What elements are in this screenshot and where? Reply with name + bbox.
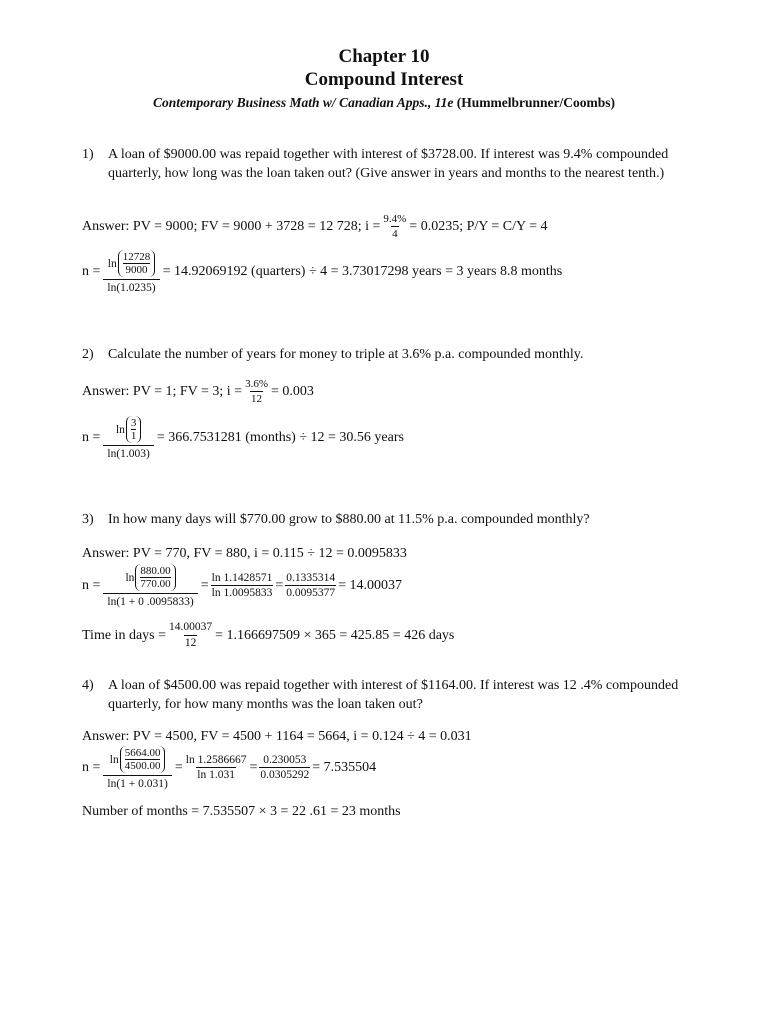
fraction-numerator: 12728: [122, 251, 151, 263]
answer-text: Answer: PV = 1; FV = 3; i =: [82, 384, 243, 399]
ln-label: ln: [125, 571, 135, 584]
answer-text: = 0.0235; P/Y = C/Y = 4: [409, 219, 548, 234]
answer-1-line: [82, 214, 547, 240]
n-label: n =: [82, 264, 101, 279]
equals-sign: =: [249, 760, 258, 775]
fraction-denominator: 0.0305292: [260, 769, 310, 781]
formula-3: [82, 564, 402, 608]
formula-2: [82, 416, 404, 460]
result-text: = 366.7531281 (months) ÷ 12 = 30.56 years: [156, 430, 404, 445]
question-number: 1): [82, 147, 94, 162]
question-text: In how many days will $770.00 grow to $880.00 at 11.5% p.a. compounded monthly?: [108, 512, 590, 527]
ln-denominator: ln(1 + 0.031): [103, 775, 171, 790]
ln-denominator: ln(1 + 0 .0095833): [103, 593, 197, 608]
n-label: n =: [82, 430, 101, 445]
fraction-denominator: 0.0095377: [286, 587, 336, 599]
days-fraction: [168, 622, 213, 649]
ratio-fraction: [135, 564, 175, 591]
page-title: Compound Interest: [304, 69, 464, 90]
question-text: A loan of $4500.00 was repaid together with interest of $1164.00. If interest was 12 .4% compounded quarterly, for how many months was the loan taken out?: [108, 678, 679, 712]
question-4: [82, 676, 702, 714]
result-text: = 14.92069192 (quarters) ÷ 4 = 3.73017298 years = 3 years 8.8 months: [162, 264, 563, 279]
result-text: Number of months = 7.535507 × 3 = 22 .61 = 23 months: [82, 804, 401, 819]
fraction-numerator: ln 1.2586667: [185, 753, 247, 766]
question-text: Calculate the number of years for money to triple at 3.6% p.a. compounded monthly.: [108, 347, 584, 362]
ln-label: ln: [109, 753, 119, 766]
fraction-denominator: 4: [392, 228, 398, 240]
fraction-numerator: 0.230053: [263, 753, 307, 766]
rate-fraction: [244, 379, 269, 405]
question-number: 4): [82, 678, 94, 693]
ln-denominator: ln(1.003): [103, 445, 153, 460]
result-text: = 7.535504: [312, 760, 377, 775]
question-number: 3): [82, 512, 94, 527]
ln-denominator: ln(1.0235): [103, 279, 159, 294]
fraction-denominator: 12: [251, 393, 263, 405]
result-text: = 14.00037: [338, 578, 403, 593]
ratio-fraction: [120, 746, 166, 773]
book-subtitle: [0, 95, 768, 111]
question-1: [82, 145, 702, 183]
decimal-ratio-fraction: [259, 755, 310, 782]
fraction-numerator: 3: [130, 417, 137, 429]
ln-ratio-fraction: [185, 755, 248, 782]
fraction-denominator: ln 1.0095833: [211, 587, 273, 599]
answer-text: Answer: PV = 9000; FV = 9000 + 3728 = 12 728; i =: [82, 219, 381, 234]
equals-sign: =: [275, 578, 284, 593]
ratio-fraction: [126, 416, 142, 443]
ln-numerator: [121, 564, 179, 593]
question-3: [82, 510, 702, 529]
book-title: Contemporary Business Math w/ Canadian Apps., 11e: [153, 95, 454, 110]
answer-3-line: [82, 546, 407, 562]
answer-4-line: [82, 729, 472, 745]
ln-label: ln: [107, 257, 117, 270]
days-line: [82, 622, 454, 649]
fraction-denominator: 9000: [123, 263, 151, 276]
fraction-numerator: 5664.00: [124, 747, 161, 759]
fraction-denominator: 1: [130, 430, 137, 442]
ln-numerator: [106, 746, 170, 775]
answer-text: Answer: PV = 770, FV = 880, i = 0.115 ÷ 12 = 0.0095833: [82, 546, 407, 561]
result-text: = 1.166697509 × 365 = 425.85 = 426 days: [215, 627, 455, 643]
n-fraction: [103, 250, 159, 294]
question-2: [82, 345, 702, 364]
answer-2-line: [82, 379, 314, 405]
n-label: n =: [82, 578, 101, 593]
ln-numerator: [112, 416, 145, 445]
months-line: [82, 804, 401, 820]
question-text: A loan of $9000.00 was repaid together with interest of $3728.00. If interest was 9.4% compounded quarterly, how long was the loan taken out? (Give answer in years and months to the nearest tenth.): [108, 147, 669, 181]
n-fraction: [103, 416, 153, 460]
fraction-numerator: 0.1335314: [286, 571, 336, 584]
formula-4: [82, 746, 376, 790]
ln-label: ln: [115, 423, 125, 436]
book-authors: (Hummelbrunner/Coombs): [456, 95, 615, 110]
ln-numerator: [104, 250, 159, 279]
ratio-fraction: [118, 250, 156, 277]
n-fraction: [103, 746, 171, 790]
answer-text: = 0.003: [271, 384, 314, 399]
fraction-numerator: 9.4%: [383, 213, 407, 225]
answer-text: Answer: PV = 4500, FV = 4500 + 1164 = 5664, i = 0.124 ÷ 4 = 0.031: [82, 729, 472, 744]
chapter-heading: Chapter 10: [338, 46, 430, 67]
decimal-ratio-fraction: [285, 573, 336, 600]
question-number: 2): [82, 347, 94, 362]
n-fraction: [103, 564, 197, 608]
days-label: Time in days =: [82, 627, 166, 643]
fraction-denominator: 4500.00: [124, 760, 161, 772]
fraction-denominator: 12: [184, 636, 197, 649]
fraction-numerator: ln 1.1428571: [211, 571, 273, 584]
fraction-denominator: ln 1.031: [197, 769, 235, 781]
n-label: n =: [82, 760, 101, 775]
ln-ratio-fraction: [211, 573, 274, 600]
fraction-numerator: 880.00: [140, 565, 171, 577]
equals-sign: =: [174, 760, 183, 775]
fraction-numerator: 3.6%: [245, 378, 268, 390]
equals-sign: =: [200, 578, 209, 593]
rate-fraction: [382, 214, 407, 240]
fraction-denominator: 770.00: [140, 578, 171, 590]
fraction-numerator: 14.00037: [169, 621, 213, 633]
formula-1: [82, 250, 562, 294]
